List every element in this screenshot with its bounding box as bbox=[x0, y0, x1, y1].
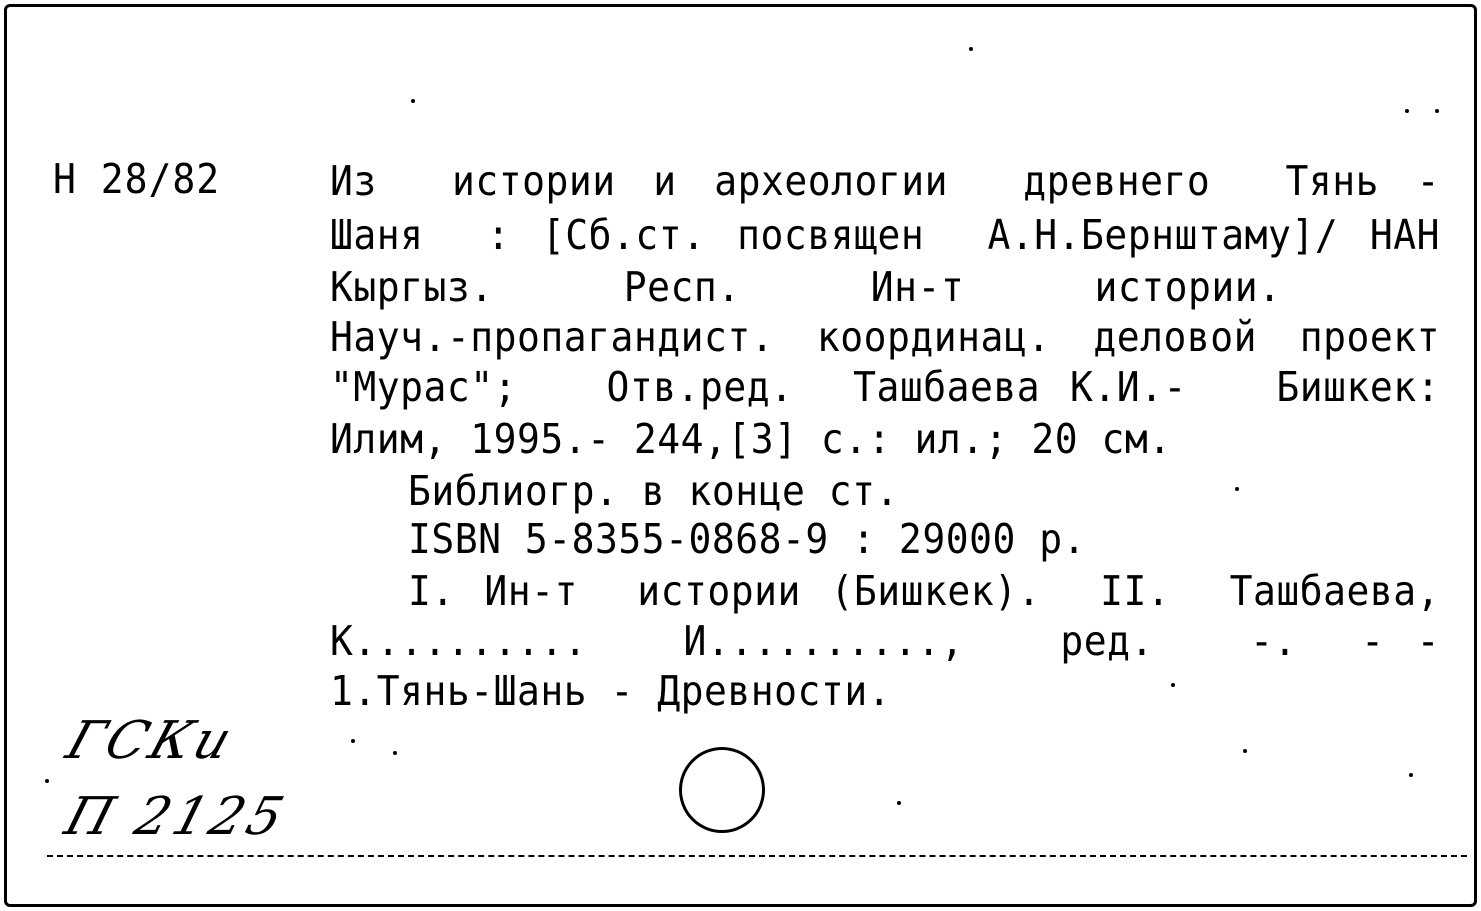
call-number: Н 28/82 bbox=[53, 155, 221, 203]
entry-line-1: Из истории и археологии древнего Тянь - bbox=[330, 157, 1440, 205]
entry-line-2: Шаня : [Сб.ст. посвящен А.Н.Бернштаму]/ НАН bbox=[330, 211, 1440, 259]
bibliography-note: Библиогр. в конце ст. bbox=[408, 467, 899, 515]
entry-line-4: Науч.-пропагандист. координац. деловой проект bbox=[330, 313, 1440, 361]
speck bbox=[1405, 109, 1409, 113]
handwritten-note-1: ГСКи bbox=[59, 711, 243, 771]
speck bbox=[969, 47, 973, 51]
added-entries-line-1: I. Ин-т истории (Бишкек). II. Ташбаева, bbox=[408, 567, 1440, 615]
added-entries-line-2: К.......... И.........., ред. -. - - bbox=[330, 617, 1440, 665]
punch-hole bbox=[679, 747, 765, 833]
speck bbox=[1235, 487, 1239, 491]
speck bbox=[411, 99, 415, 103]
speck bbox=[897, 801, 901, 805]
isbn-line: ISBN 5-8355-0868-9 : 29000 р. bbox=[408, 515, 1086, 563]
speck bbox=[45, 779, 49, 783]
cut-line bbox=[47, 855, 1467, 857]
catalog-card bbox=[4, 4, 1477, 907]
entry-line-5: "Мурас"; Отв.ред. Ташбаева К.И.- Бишкек: bbox=[330, 363, 1440, 411]
handwritten-note-2: П 2125 bbox=[58, 787, 294, 847]
entry-line-6: Илим, 1995.- 244,[3] с.: ил.; 20 см. bbox=[330, 415, 1172, 463]
entry-line-3: Кыргыз. Респ. Ин-т истории. bbox=[330, 263, 1282, 311]
subject-heading: 1.Тянь-Шань - Древности. bbox=[330, 667, 892, 715]
speck bbox=[1435, 109, 1439, 113]
speck bbox=[351, 739, 355, 743]
speck bbox=[393, 751, 397, 755]
speck bbox=[1243, 749, 1247, 753]
speck bbox=[1409, 773, 1413, 777]
speck bbox=[1171, 683, 1175, 687]
